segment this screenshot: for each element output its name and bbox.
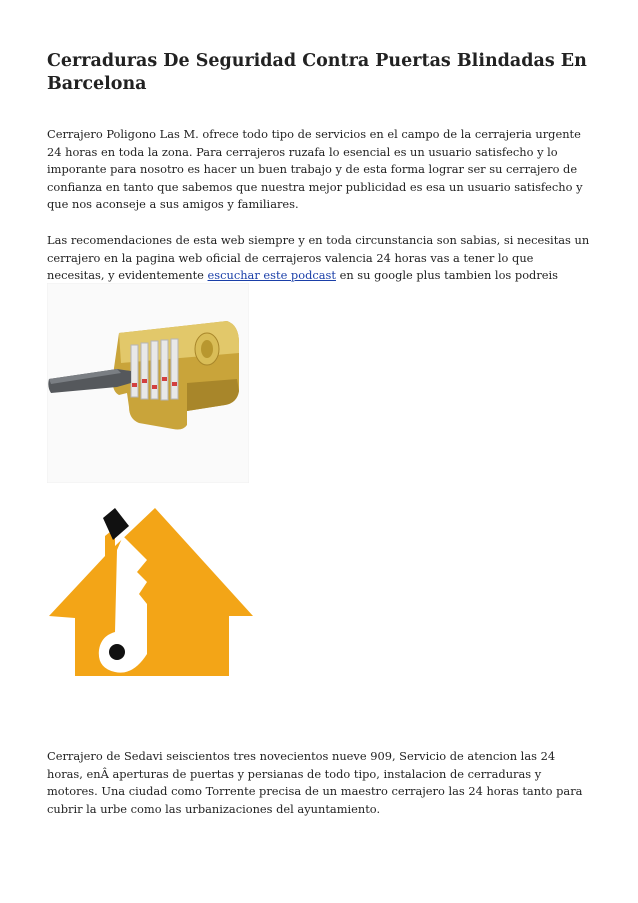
house-key-image [47,508,253,676]
paragraph-text-after-link: en su google plus tambien los podreis [339,268,559,282]
lock-cylinder-image [47,283,249,483]
lock-cylinder-cutaway-icon [47,283,249,483]
podcast-link[interactable]: escuchar este podcast [207,268,336,282]
paragraph-intro: Cerrajero Poligono Las M. ofrece todo tipo de servicios en el campo de la cerrajeria urgente 24 horas en toda la zona. Para cerrajeros ruzafa lo esencial es un usuario satisfecho y lo imporante para nosotro es hacer un buen trabajo y de esta forma lograr ser su cerrajero de confianza en tanto que sabemos que nuestra mejor publicidad es esa un usuario satisfecho y que nos aconseje a sus amigos y familiares. [47,127,583,211]
paragraph-sedavi: Cerrajero de Sedavi seiscientos tres novecientos nueve 909, Servicio de atencion las 24 horas, enÂ aperturas de puertas y persianas de todo tipo, instalacion de cerraduras y motores. Una ciudad como Torrente precisa de un maestro cerrajero las 24 horas tanto para cubrir la urbe como las urbanizaciones del ayuntamiento. [47,749,583,816]
paragraph-text-before-link: Las recomendaciones de esta web siempre y en toda circunstancia son sabias, si necesitas un cerrajero en la pagina web oficial de cerrajeros valencia 24 horas vas a tener lo que necesitas, y evidentemente [47,233,590,282]
page-title: Cerraduras De Seguridad Contra Puertas Blindadas En Barcelona [47,51,587,94]
house-key-logo-icon [47,508,253,676]
